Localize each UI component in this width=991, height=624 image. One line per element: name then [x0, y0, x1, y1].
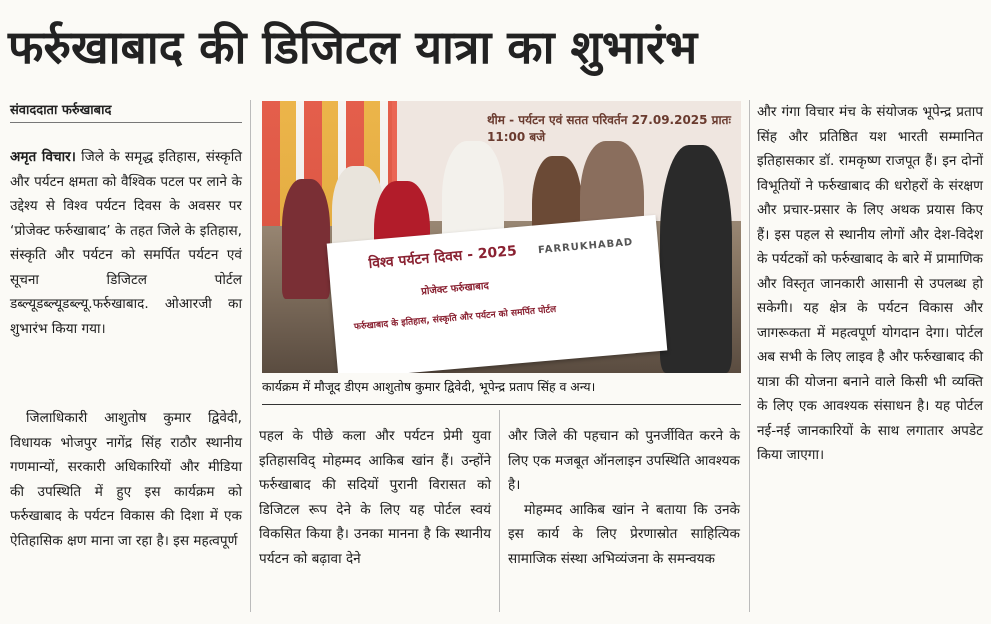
event-banner: [327, 215, 668, 373]
column-2: [259, 424, 491, 571]
person: [660, 145, 732, 373]
article-text: और जिले की पहचान को पुनर्जीवित करने के लिए एक मजबूत ऑनलाइन उपस्थिति आवश्यक है।: [508, 428, 740, 493]
banner-title: विश्व पर्यटन दिवस - 2025: [367, 243, 518, 273]
article-text: और गंगा विचार मंच के संयोजक भूपेन्द्र प्रताप सिंह और प्रतिष्ठित यश भारती सम्मानित इतिहासकार डॉ. रामकृष्ण राजपूत हैं। इन दोनों विभूतियों ने फर्रुखाबाद की धरोहरों के संरक्षण और प्रचार-प्रसार के लिए अथक प्रयास किए हैं। इस पहल से स्थानीय लोगों और देश-विदेश के पर्यटकों को फर्रुखाबाद के बारे में प्रामाणिक और विस्तृत जानकारी आसानी से उपलब्ध हो सकेगी। यह क्षेत्र के पर्यटन विकास और जागरूकता में महत्वपूर्ण योगदान देगा। पोर्टल अब सभी के लिए लाइव है और फर्रुखाबाद की यात्रा की योजना बनाने वाले किसी भी व्यक्ति के लिए एक आवश्यक संसाधन है। यह पोर्टल नई-नई जानकारियों के साथ लगातार अपडेट किया जाएगा।: [757, 104, 983, 463]
banner-logo: FARRUKHABAD: [537, 236, 634, 257]
byline-rule: [10, 122, 242, 123]
photo-caption: कार्यक्रम में मौजूद डीएम आशुतोष कुमार द्विवेदी, भूपेन्द्र प्रताप सिंह व अन्य।: [262, 379, 596, 394]
event-photo: [262, 101, 741, 373]
stage-banner-text: थीम - पर्यटन एवं सतत परिवर्तन 27.09.2025 प्रातः 11:00 बजे: [487, 113, 731, 144]
dateline: अमृत विचार।: [10, 149, 76, 165]
column-1: [10, 145, 242, 341]
banner-subtitle: प्रोजेक्ट फर्रुखाबाद: [420, 280, 490, 298]
article-text: पहल के पीछे कला और पर्यटन प्रेमी युवा इतिहासविद् मोहम्मद आकिब खांन हैं। उन्होंने फर्रुखाबाद की सदियों पुरानी विरासत को डिजिटल रूप देने के लिए यह पोर्टल स्वयं विकसित किया है। उनका मानना है कि स्थानीय पर्यटन को बढ़ावा देने: [259, 428, 491, 567]
column-1-para-2: [10, 406, 242, 553]
column-divider: [499, 410, 500, 612]
caption-rule: [262, 404, 741, 405]
byline: संवाददाता फर्रुखाबाद: [10, 103, 112, 118]
headline: फर्रुखाबाद की डिजिटल यात्रा का शुभारंभ: [8, 20, 698, 74]
article-text: जिले के समृद्ध इतिहास, संस्कृति और पर्यटन क्षमता को वैश्विक पटल पर लाने के उद्देश्य से विश्व पर्यटन दिवस के अवसर पर ‘प्रोजेक्ट फर्रुखाबाद’ के तहत जिले के इतिहास, संस्कृति और पर्यटन को समर्पित पर्यटन एवं सूचना डिजिटल पोर्टल डब्ल्यूडब्ल्यूडब्ल्यू.फर्रुखाबाद. ओआरजी का शुभारंभ किया गया।: [10, 149, 242, 337]
column-divider: [749, 100, 750, 612]
column-3: [508, 424, 740, 571]
column-divider: [250, 100, 251, 612]
column-4: [757, 100, 983, 468]
article-text: मोहम्मद आकिब खांन ने बताया कि उनके इस कार्य के लिए प्रेरणास्रोत साहित्यिक सामाजिक संस्था अभिव्यंजना के समन्वयक: [508, 501, 740, 567]
person: [282, 179, 330, 299]
banner-line: फर्रुखाबाद के इतिहास, संस्कृति और पर्यटन को समर्पित पोर्टल: [353, 304, 557, 333]
article-text: जिलाधिकारी आशुतोष कुमार द्विवेदी, विधायक भोजपुर नागेंद्र सिंह राठौर स्थानीय गणमान्यों, सरकारी अधिकारियों और मीडिया की उपस्थिति में हुए इस कार्यक्रम को फर्रुखाबाद के पर्यटन विकास की दिशा में एक ऐतिहासिक क्षण माना जा रहा है। इस महत्वपूर्ण: [10, 410, 242, 549]
